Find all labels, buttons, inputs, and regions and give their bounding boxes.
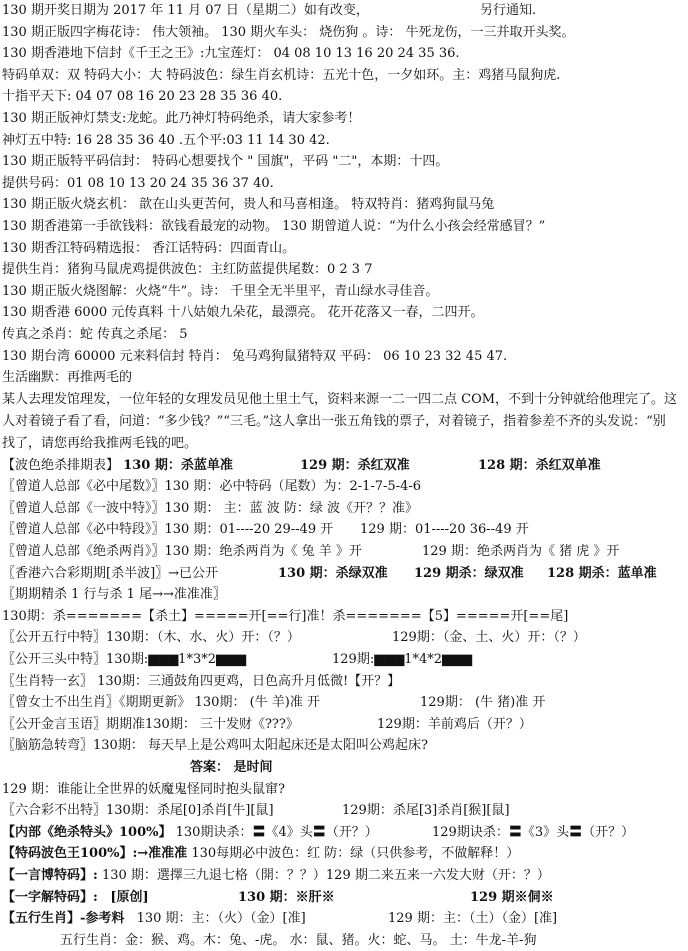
riddle-129-line: 129 期：谁能让全世界的妖魔鬼怪同时抱头鼠窜? (2, 781, 285, 797)
notice-text: 另行通知. (480, 3, 537, 18)
plum-poem-line: 130 期正版四字梅花诗： 伟大领袖。 130 期火车头： 烧伤狗 。诗： 牛死龙伤，一三并取开头奖。 (2, 24, 575, 40)
one-char-line: 【一字解特码】: [原创] 130 期：※肝※ 129 期※侗※ (2, 889, 554, 905)
golden-words-line: 〖公开金言玉语〗期期准130期： 三十发财《???》 129期：羊前鸡后（开？） (2, 716, 532, 732)
one-word-special-line: 【一言博特码】: 130 期：選擇三九退七格（開：？？）129 期二来五来一六发大财（开：？） (2, 867, 550, 883)
half-wave-line: 〖香港六合彩期期[杀半波]〗→已公开 130 期：杀绿双准 129 期杀：绿双准 128 期杀：蓝单准 (2, 565, 657, 581)
madam-zodiac-line: 〖曾女士不出生肖〗《期期更新》 130期： (牛 羊)准 开 129期： (牛 猪)准 开 (2, 695, 546, 711)
kill-row-tail-title: 〖期期精杀 1 行与杀 1 尾→→准准准〗 (2, 587, 226, 603)
hongkong-river-line: 130 期香江特码精选报： 香江话特码：四面青山。 (2, 240, 296, 256)
hk-fax-line: 130 期香港 6000 元传真料 十八姑娘九朵花，最漂亮。 花开花落又一春，二四开。 (2, 305, 484, 321)
wave-king-line: 【特码波色王100%】:→准准准 130每期必中波色：红 防：绿（只供参考，不做解释！） (2, 846, 520, 862)
kill-row-tail-line: 130期：杀=======【杀土】=====开[==行]准！杀=======【5】=====开[==尾] (2, 608, 569, 624)
draw-date-line: 130 期开奖日期为 2017 年 11 月 07 日（星期二）如有改变， 另行通知. (2, 0, 682, 22)
hk-envelope-line: 130 期香港地下信封《千王之王》:九宝莲灯： 04 08 10 13 16 20 24 35 36. (2, 46, 460, 62)
brain-teaser-line: 〖脑筋急转弯〗130期： 每天早上是公鸡叫太阳起床还是太阳叫公鸡起床? (2, 738, 428, 754)
three-heads-line: 〖公开三头中特〗130期:▆▆▆1*3*2▆▆▆ 129期:▆▆▆1*4*2▆▆▆ (2, 652, 472, 668)
tail-number-line: 〖曾道人总部《必中尾数》〗130 期：必中特码（尾数）为：2-1-7-5-4-6 (2, 479, 422, 495)
segment-line: 〖曾道人总部《必中特段》〗130 期：01----20 29--49 开 129 期：01----20 36--49 开 (2, 522, 529, 538)
zodiac-mystery-line: 〖生肖特一玄〗 130期：三通鼓角四更鸡，日色高升月低微!【开？】 (2, 673, 401, 689)
ten-fingers-line: 十指平天下: 04 07 08 16 20 23 28 35 36 40. (2, 89, 283, 105)
wave-kill-table-line: 【波色绝杀排期表】 130 期：杀蓝单准 129 期：杀红双准 128 期：杀红双单准 (2, 457, 601, 473)
fire-diagram-line: 130 期正版火烧图解：火烧“牛”。诗： 千里全无半里平，青山绿水寻佳音。 (2, 283, 439, 299)
hk-first-hand-line: 130 期香港第一手欲钱料：欲钱看最宠的动物。 130 期曾道人说：“为什么小孩会经常感冒？” (2, 218, 546, 234)
internal-kill-line: 【内部《绝杀特头》100%】 130期诀杀：〓《4》头〓（开？） 129期诀杀：〓《3》头〓（开？） (2, 824, 635, 840)
answer-line: 答案： 是时间 (190, 760, 273, 775)
kill-two-zodiac-line: 〖曾道人总部《绝杀两肖》〗130 期：绝杀两肖为《 兔 羊 》开 129 期：绝杀两肖为《 猪 虎 》开 (2, 544, 620, 560)
humor-story: 某人去理发馆理发，一位年轻的女理发员见他土里土气，资料来源一二一四二点 COM，不到十分钟就给他理完了。这人对着镜子看了看，问道：“多少钱？”“三毛。”这人拿出一张五角钱的票子，对着镜子，指着参差不齐的头发说：“别找了，请您再给我推两毛钱的吧。 (2, 391, 678, 451)
magic-lamp-line: 130 期正版神灯禁支:龙蛇。此乃神灯特码绝杀，请大家参考！ (2, 110, 361, 126)
one-wave-line: 〖曾道人总部《一波中特》〗130 期： 主：蓝 波 防：绿 波《开？？准》 (2, 500, 418, 516)
zodiac-element-list: 五行生肖：金：猴、鸡。木：兔、-虎。 水：鼠、猪。火：蛇、马。 土：牛龙-羊-狗 (60, 932, 537, 948)
document-page (2, 0, 682, 951)
fire-mystery-line: 130 期正版火烧玄机： 歆在山头更苦何，贵人和马喜相逢。 特双特肖：猪鸡狗鼠马兔 (2, 197, 495, 213)
humor-title: 生活幽默：再推两毛的 (2, 370, 133, 386)
fax-kill-line: 传真之杀肖：蛇 传真之杀尾： 5 (2, 326, 188, 342)
special-odd-even-line: 特码单双：双 特码大小：大 特码波色：绿生肖玄机诗：五光十色，一夕如环。主：鸡猪马鼠狗虎. (2, 67, 561, 83)
flat-code-envelope-line: 130 期正版特平码信封： 特码心想要找个 " 国旗"，平码 "二"，本期：十四。 (2, 154, 449, 170)
provided-numbers-line: 提供号码：01 08 10 13 20 24 35 36 37 40. (2, 175, 274, 191)
five-elements-line: 〖公开五行中特〗130期：（木、水、火）开：（？） 129期：（金、土、火）开：（？） (2, 630, 586, 646)
five-elements-zodiac-line: 【五行生肖】-参考料 130 期：主：（火）（金）[准] 129 期：主：（土）（金）[准] (2, 911, 558, 927)
taiwan-envelope-line: 130 期台湾 60000 元来料信封 特肖： 兔马鸡狗鼠猪特双 平码： 06 10 23 32 45 47. (2, 348, 508, 364)
wave-kill-title: 【波色绝杀排期表】 (2, 457, 120, 473)
provided-zodiac-line: 提供生肖：猪狗马鼠虎鸡提供波色：主红防蓝提供尾数：0 2 3 7 (2, 262, 373, 278)
no-special-line: 〖六合彩不出特〗130期：杀尾[0]杀肖[牛][鼠] 129期：杀尾[3]杀肖[猴][鼠] (2, 803, 510, 819)
lamp-five-line: 神灯五中特: 16 28 35 36 40 .五个平:03 11 14 30 42. (2, 132, 330, 148)
